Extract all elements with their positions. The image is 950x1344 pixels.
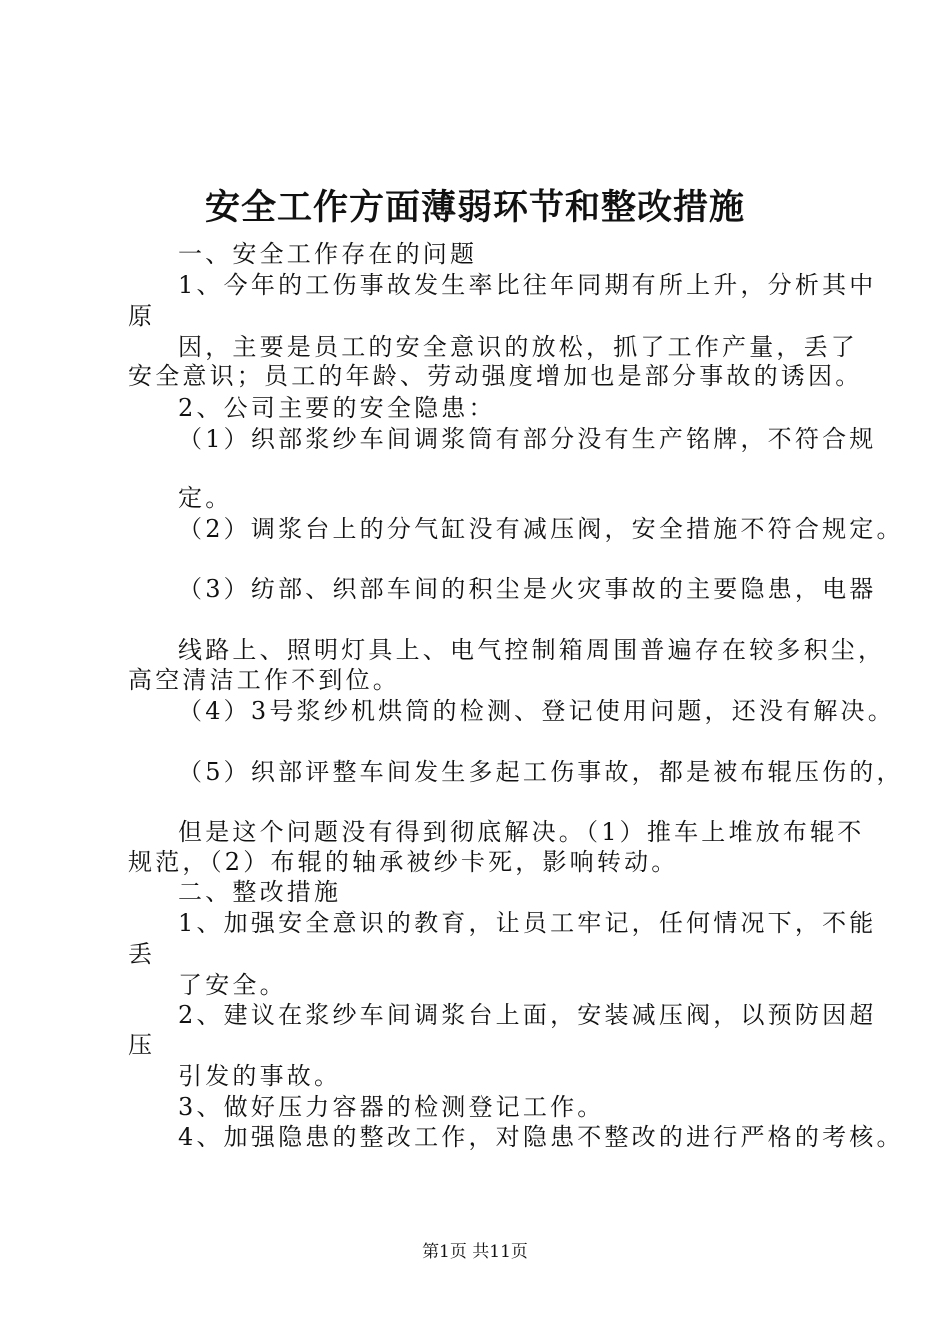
- document-title: 安全工作方面薄弱环节和整改措施: [204, 187, 745, 228]
- paragraph-line: 线路上、照明灯具上、电气控制箱周围普遍存在较多积尘，: [178, 636, 886, 664]
- paragraph-line: （2）调浆台上的分气缸没有减压阀，安全措施不符合规定。: [178, 515, 904, 543]
- paragraph-line: 2、公司主要的安全隐患：: [178, 394, 496, 422]
- paragraph-line: 安全意识；员工的年龄、劳动强度增加也是部分事故的诱因。: [128, 362, 863, 390]
- paragraph-line: （3）纺部、织部车间的积尘是火灾事故的主要隐患，电器: [178, 575, 877, 603]
- paragraph-line: 但是这个问题没有得到彻底解决。（1）推车上堆放布辊不: [178, 818, 865, 846]
- paragraph-line: （5）织部评整车间发生多起工伤事故，都是被布辊压伤的，: [178, 758, 904, 786]
- paragraph-line: 2、建议在浆纱车间调浆台上面，安装减压阀，以预防因超: [178, 1001, 877, 1029]
- paragraph-line: （4）3号浆纱机烘筒的检测、登记使用问题，还没有解决。: [178, 697, 895, 725]
- paragraph-line: 因，主要是员工的安全意识的放松，抓了工作产量，丢了: [178, 333, 858, 361]
- paragraph-line: 4、加强隐患的整改工作，对隐患不整改的进行严格的考核。: [178, 1123, 904, 1151]
- paragraph-line: 高空清洁工作不到位。: [128, 666, 400, 694]
- section-heading-problems: 一、安全工作存在的问题: [178, 240, 478, 268]
- paragraph-line: 压: [128, 1031, 156, 1059]
- paragraph-line: 1、加强安全意识的教育，让员工牢记，任何情况下，不能: [178, 909, 877, 937]
- paragraph-line: 1、今年的工伤事故发生率比往年同期有所上升，分析其中: [178, 271, 877, 299]
- paragraph-line: 定。: [178, 484, 233, 512]
- section-heading-measures: 二、整改措施: [178, 878, 342, 906]
- paragraph-line: 3、做好压力容器的检测登记工作。: [178, 1093, 605, 1121]
- paragraph-line: 规范，（2）布辊的轴承被纱卡死，影响转动。: [128, 848, 679, 876]
- paragraph-line: 原: [128, 302, 156, 330]
- paragraph-line: 了安全。: [178, 971, 287, 999]
- paragraph-line: 引发的事故。: [178, 1062, 342, 1090]
- paragraph-line: 丢: [128, 940, 156, 968]
- page-number-footer: 第1页 共11页: [422, 1242, 528, 1262]
- paragraph-line: （1）织部浆纱车间调浆筒有部分没有生产铭牌，不符合规: [178, 425, 877, 453]
